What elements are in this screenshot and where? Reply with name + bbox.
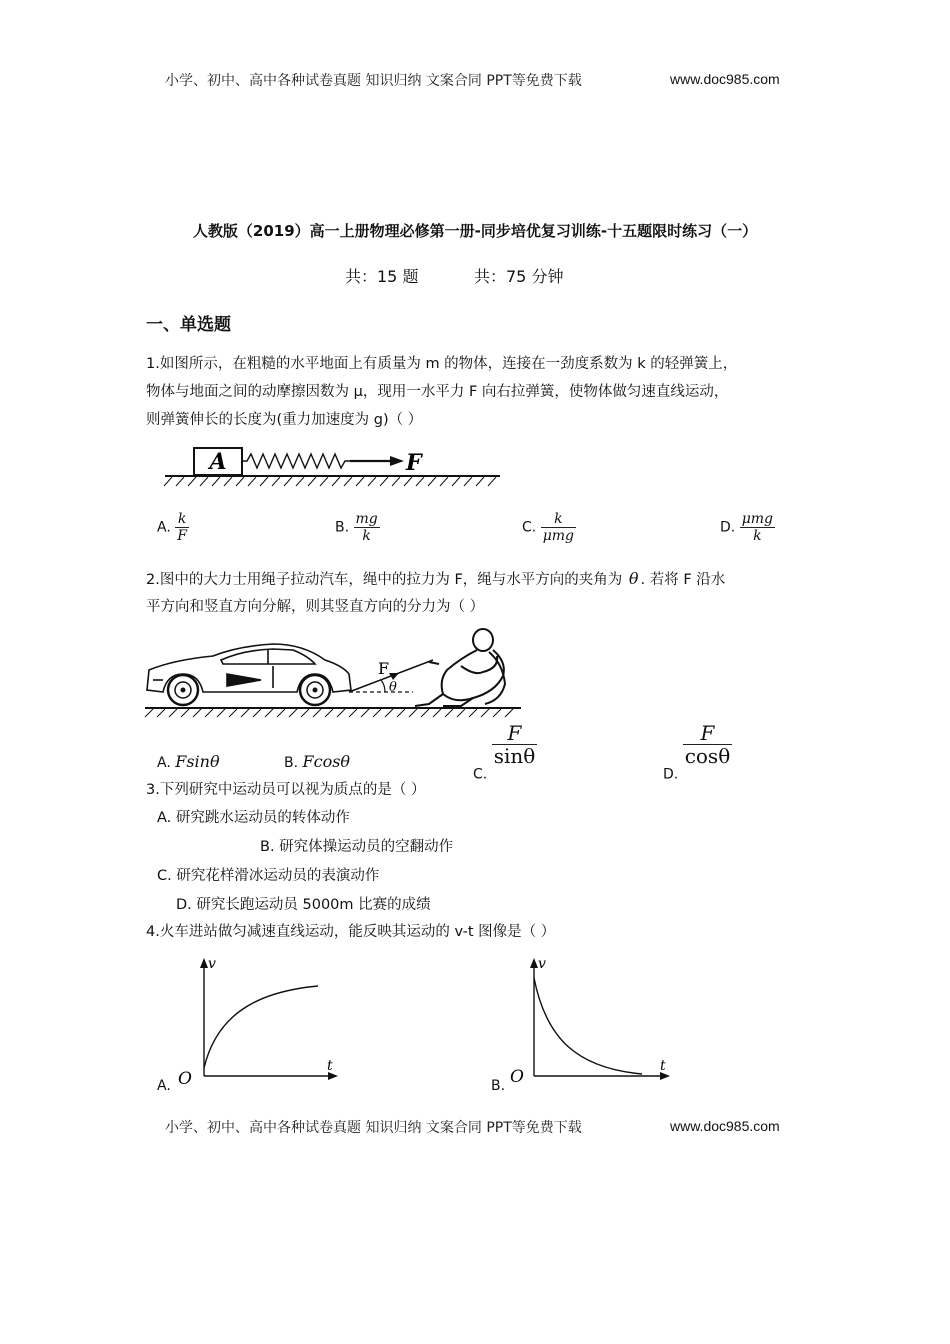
q2-option-c[interactable]: [473, 722, 537, 783]
denominator: F: [177, 528, 187, 544]
graph-b-origin: O: [510, 1067, 524, 1087]
numerator: mg: [355, 511, 378, 527]
graph-a-v-label: v: [208, 956, 216, 972]
page-footer-text: 小学、初中、高中各种试卷真题 知识归纳 文案合同 PPT等免费下载: [165, 1120, 582, 1136]
force-label: F: [406, 450, 422, 476]
time-limit: 共：75 分钟: [474, 267, 564, 286]
q1-option-c-fraction: [541, 511, 576, 544]
q2-option-a-expr: Fsinθ: [175, 752, 220, 771]
denominator: k: [740, 527, 775, 544]
q1-stem-line3: 则弹簧伸长的长度为(重力加速度为 g)（ ）: [146, 412, 423, 428]
q1-option-a[interactable]: [157, 511, 189, 544]
q3-stem: 3.下列研究中运动员可以视为质点的是（ ）: [146, 782, 426, 798]
option-label: C.: [473, 766, 488, 783]
q1-option-d[interactable]: [720, 511, 775, 544]
q2-option-b-expr: Fcosθ: [302, 752, 351, 771]
q1-option-c[interactable]: [522, 511, 576, 544]
q1-option-b[interactable]: [335, 511, 380, 544]
page-title: 人教版（2019）高一上册物理必修第一册-同步培优复习训练-十五题限时练习（一）: [192, 222, 758, 240]
q2-option-d-fraction: [683, 722, 733, 767]
q1-spring-figure: [160, 440, 505, 490]
block-a-label: A: [209, 449, 227, 475]
section-heading: 一、单选题: [146, 315, 231, 335]
q4-option-a-label[interactable]: A.: [157, 1078, 171, 1094]
q1-option-d-fraction: [740, 511, 775, 544]
graph-a-t-label: t: [327, 1058, 333, 1074]
q2-stem-part1: 2.图中的大力士用绳子拉动汽车，绳中的拉力为 F，绳与水平方向的夹角为: [146, 572, 623, 588]
graph-a-curve: [204, 986, 318, 1068]
q2-stem-line2: 平方向和竖直方向分解，则其竖直方向的分力为（ ）: [146, 599, 485, 615]
graph-a-origin: O: [178, 1069, 192, 1088]
option-label: B.: [284, 755, 299, 771]
q3-option-c[interactable]: C. 研究花样滑冰运动员的表演动作: [157, 868, 380, 884]
option-label: D.: [663, 766, 679, 783]
graph-b-t-label: t: [660, 1058, 666, 1074]
numerator: k: [177, 511, 187, 527]
option-label: B.: [335, 519, 350, 536]
option-label: A.: [157, 519, 171, 536]
q2-angle-label: θ: [389, 680, 397, 695]
option-label: A.: [157, 755, 171, 771]
numerator: F: [700, 721, 715, 745]
spring: [242, 454, 350, 468]
q3-option-a[interactable]: A. 研究跳水运动员的转体动作: [157, 810, 350, 826]
q2-option-c-fraction: [492, 722, 538, 767]
graph-b-v-label: v: [538, 956, 546, 972]
denominator: cosθ: [684, 744, 731, 768]
numerator: F: [507, 721, 522, 745]
page-footer-url[interactable]: www.doc985.com: [670, 1118, 780, 1134]
q3-option-d[interactable]: D. 研究长跑运动员 5000m 比赛的成绩: [176, 897, 431, 913]
q2-car-figure: [143, 622, 523, 722]
numerator: μmg: [741, 511, 774, 527]
q4-graph-b[interactable]: [506, 948, 686, 1088]
page-header-url[interactable]: www.doc985.com: [670, 71, 780, 87]
q2-theta: θ: [628, 569, 639, 588]
q1-option-a-fraction: [175, 511, 189, 544]
q1-stem-line2: 物体与地面之间的动摩擦因数为 μ，现用一水平力 F 向右拉弹簧，使物体做匀速直线运动，: [146, 384, 729, 400]
q1-option-b-fraction: [354, 511, 380, 544]
question-count: 共：15 题: [345, 267, 419, 286]
q2-option-a[interactable]: [157, 752, 220, 771]
page-header-text: 小学、初中、高中各种试卷真题 知识归纳 文案合同 PPT等免费下载: [165, 73, 582, 89]
q2-stem-part2: . 若将 F 沿水: [640, 572, 726, 588]
strongman: [415, 629, 505, 706]
q4-graph-a[interactable]: [172, 948, 352, 1088]
q2-option-b[interactable]: [284, 752, 350, 771]
denominator: k: [354, 527, 380, 544]
q4-stem: 4.火车进站做匀减速直线运动，能反映其运动的 v-t 图像是（ ）: [146, 924, 556, 940]
graph-b-curve: [534, 978, 642, 1074]
option-label: D.: [720, 519, 736, 536]
denominator: sinθ: [493, 744, 536, 768]
q1-stem-line1: 1.如图所示，在粗糙的水平地面上有质量为 m 的物体，连接在一劲度系数为 k 的轻弹簧上，: [146, 356, 738, 372]
q3-option-b[interactable]: B. 研究体操运动员的空翻动作: [260, 839, 454, 855]
q2-force-label: F: [378, 659, 390, 678]
numerator: k: [554, 511, 563, 527]
q4-option-b-label[interactable]: B.: [491, 1078, 506, 1094]
q2-option-d[interactable]: [663, 722, 732, 783]
denominator: μmg: [542, 528, 575, 544]
option-label: C.: [522, 519, 537, 536]
q2-stem-line1: [146, 565, 725, 594]
